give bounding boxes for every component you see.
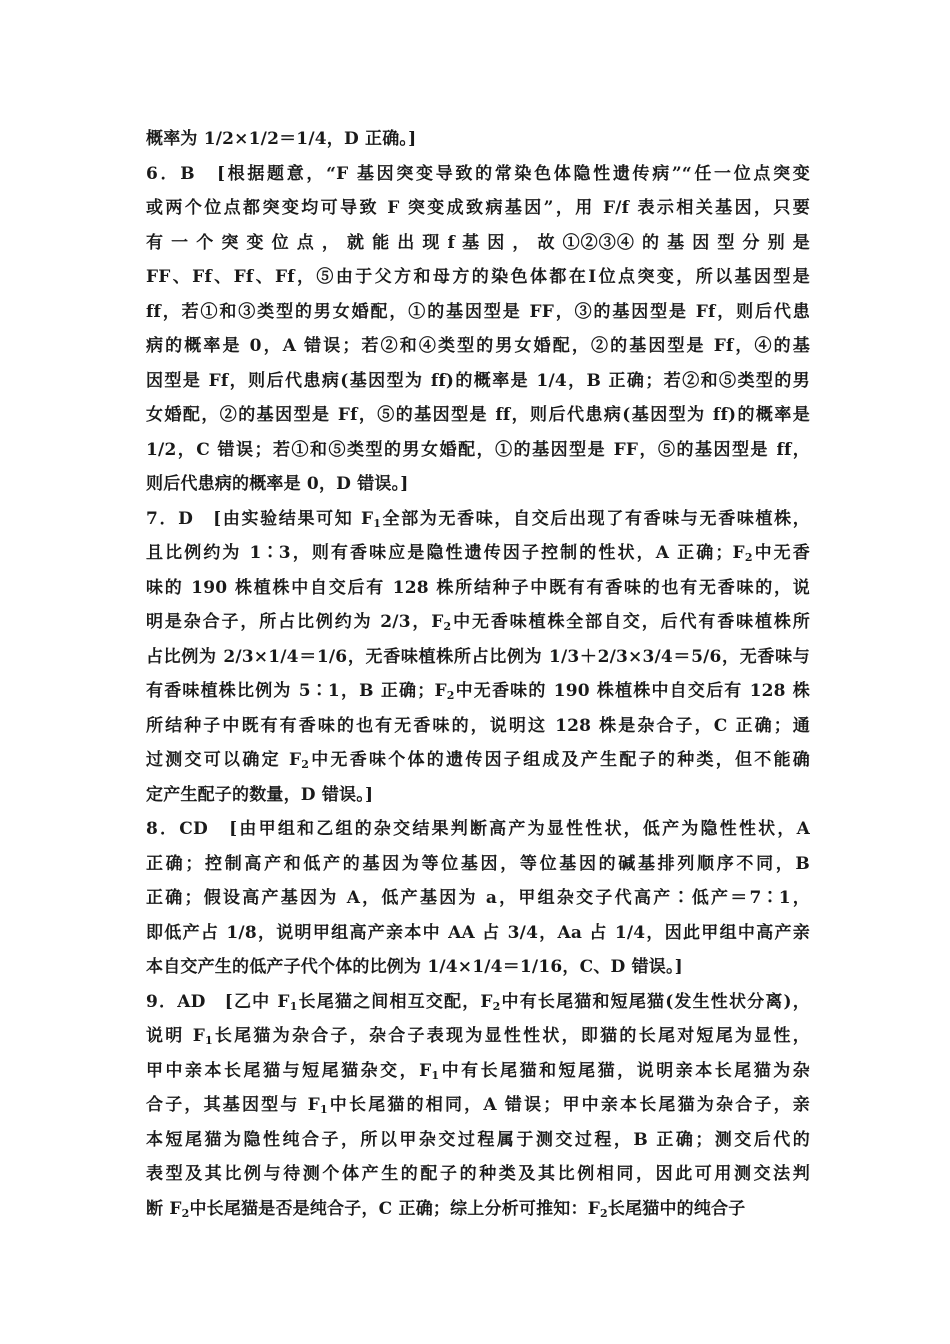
text-run: 过测交可以确定 F <box>146 750 302 770</box>
text-run: 中有长尾猫和短尾猫(发生性状分离)， <box>500 991 810 1012</box>
text-run: 中长尾猫的相同，A 错误；甲中亲本长尾猫为杂合子，亲 <box>327 1095 810 1115</box>
text-line <box>146 985 810 1020</box>
text-run: 7．D [由实验结果可知 F <box>146 508 374 529</box>
subscript: 1 <box>431 1068 440 1082</box>
text-run: 长尾猫之间相互交配，F <box>297 991 493 1012</box>
subscript: 2 <box>492 999 501 1013</box>
text-run: 说明 F <box>146 1026 205 1046</box>
text-line: 正确；控制高产和低产的基因为等位基因，等位基因的碱基排列顺序不同，B <box>146 853 810 874</box>
text-run: 中有长尾猫和短尾猫，说明亲本长尾猫为杂 <box>439 1060 810 1081</box>
text-line: 6．B [根据题意，“F 基因突变导致的常染色体隐性遗传病”“任一位点突变 <box>146 163 810 184</box>
text-line: 味的 190 株植株中自交后有 128 株所结种子中既有有香味的也有无香味的，说 <box>146 577 810 598</box>
subscript: 1 <box>373 516 382 530</box>
subscript: 2 <box>181 1206 190 1220</box>
text-line <box>146 1088 810 1123</box>
text-line: 概率为 1/2×1/2＝1/4，D 正确。] <box>146 129 417 149</box>
text-line <box>146 536 810 571</box>
text-line: 女婚配，②的基因型是 Ff，⑤的基因型是 ff，则后代患病(基因型为 ff)的概率是 <box>146 405 810 425</box>
text-line: 则后代患病的概率是 0，D 错误。] <box>146 474 409 494</box>
text-line: FF、Ff、Ff、Ff，⑤由于父方和母方的染色体都在Ⅰ位点突变，所以基因型是 <box>146 267 810 287</box>
text-line: 病的概率是 0，A 错误；若②和④类型的男女婚配，②的基因型是 Ff，④的基 <box>146 336 810 356</box>
text-line <box>146 605 810 640</box>
text-run: 中长尾猫是否是纯合子，C 正确；综上分析可推知：F <box>189 1198 600 1219</box>
answer-explanation-text <box>146 122 810 1226</box>
text-run: 中无香味植株全部自交，后代有香味植株所 <box>451 612 810 632</box>
text-run: 长尾猫中的纯合子 <box>607 1198 746 1219</box>
text-line: 本自交产生的低产子代个体的比例为 1/4×1/4＝1/16，C、D 错误。] <box>146 957 683 977</box>
text-line: 1/2，C 错误；若①和⑤类型的男女婚配，①的基因型是 FF，⑤的基因型是 ff， <box>146 439 810 460</box>
text-run: 中无香 <box>752 543 810 563</box>
subscript: 2 <box>443 620 452 633</box>
text-line <box>146 1192 810 1227</box>
subscript: 1 <box>289 999 298 1013</box>
text-run: 全部为无香味，自交后出现了有香味与无香味植株， <box>381 508 810 529</box>
text-line <box>146 502 810 537</box>
text-line <box>146 743 810 778</box>
text-line: ff，若①和③类型的男女婚配，①的基因型是 FF，③的基因型是 Ff，则后代患 <box>146 301 810 322</box>
subscript: 2 <box>446 689 455 702</box>
text-run: 有香味植株比例为 5∶1，B 正确；F <box>146 681 447 701</box>
text-run: 甲中亲本长尾猫与短尾猫杂交，F <box>146 1060 432 1081</box>
subscript: 2 <box>599 1206 608 1220</box>
text-line <box>146 674 810 709</box>
text-line: 有 一 个 突 变 位 点 ， 就 能 出 现 f 基 因 ， 故 ①②③④ 的 基 因 型 分 别 是 <box>146 232 810 253</box>
text-line: 8．CD [由甲组和乙组的杂交结果判断高产为显性性状，低产为隐性性状，A <box>146 819 810 839</box>
text-run: 中无香味的 190 株植株中自交后有 128 株 <box>454 681 810 701</box>
subscript: 1 <box>204 1034 213 1047</box>
text-run: 长尾猫为杂合子，杂合子表现为显性性状，即猫的长尾对短尾为显性， <box>212 1026 810 1046</box>
text-line: 占比例为 2/3×1/4＝1/6，无香味植株所占比例为 1/3＋2/3×3/4＝5/6，无香味与 <box>146 646 810 667</box>
subscript: 1 <box>319 1103 328 1116</box>
text-line: 即低产占 1/8，说明甲组高产亲本中 AA 占 3/4，Aa 占 1/4，因此甲组中高产亲 <box>146 922 810 943</box>
text-run: 明是杂合子，所占比例约为 2/3，F <box>146 612 444 632</box>
text-run: 且比例约为 1∶3，则有香味应是隐性遗传因子控制的性状，A 正确；F <box>146 543 745 563</box>
text-line <box>146 1019 810 1054</box>
text-line: 正确；假设高产基因为 A，低产基因为 a，甲组杂交子代高产∶低产＝7∶1， <box>146 888 810 908</box>
subscript: 2 <box>744 551 753 564</box>
text-line: 所结种子中既有有香味的也有无香味的，说明这 128 株是杂合子，C 正确；通 <box>146 715 810 736</box>
text-line: 定产生配子的数量，D 错误。] <box>146 784 374 805</box>
subscript: 2 <box>301 758 310 771</box>
text-line <box>146 1054 810 1089</box>
text-run: 9．AD [乙中 F <box>146 991 290 1012</box>
text-line: 因型是 Ff，则后代患病(基因型为 ff)的概率是 1/4，B 正确；若②和⑤类型的男 <box>146 370 810 391</box>
text-run: 断 F <box>146 1198 182 1219</box>
text-line: 或两个位点都突变均可导致 F 突变成致病基因”，用 F/f 表示相关基因，只要 <box>146 198 810 218</box>
text-line: 本短尾猫为隐性纯合子，所以甲杂交过程属于测交过程，B 正确；测交后代的 <box>146 1129 810 1150</box>
text-run: 合子，其基因型与 F <box>146 1095 320 1115</box>
text-line: 表型及其比例与待测个体产生的配子的种类及其比例相同，因此可用测交法判 <box>146 1164 810 1184</box>
text-run: 中无香味个体的遗传因子组成及产生配子的种类，但不能确 <box>309 750 810 770</box>
